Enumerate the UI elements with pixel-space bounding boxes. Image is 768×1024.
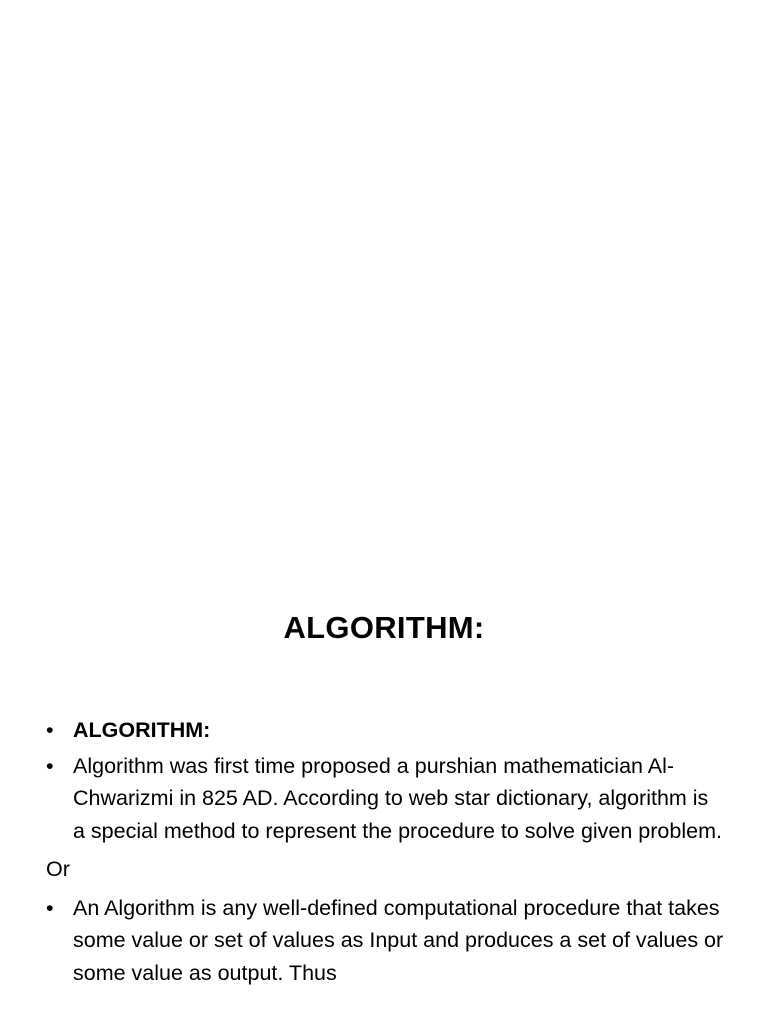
bullet-text: ALGORITHM: <box>73 718 211 742</box>
bullet-marker: • <box>46 895 54 920</box>
bullet-marker: • <box>46 753 54 778</box>
bullet-marker: • <box>46 718 54 742</box>
separator-text: Or <box>46 857 70 881</box>
bullet-item <box>46 714 726 747</box>
bullet-text: Algorithm was first time proposed a purshian mathematician Al-Chwarizmi in 825 AD. According to web star dictionary, algorithm is a special method to represent the procedure to solve given problem. <box>73 753 722 843</box>
bullet-item <box>46 892 726 990</box>
bullet-item <box>46 750 726 848</box>
bullet-text: An Algorithm is any well-defined computational procedure that takes some value or set of values as Input and produces a set of values or some value as output. Thus <box>73 895 724 985</box>
slide-title: ALGORITHM: <box>283 610 485 645</box>
slide-content <box>46 714 726 995</box>
